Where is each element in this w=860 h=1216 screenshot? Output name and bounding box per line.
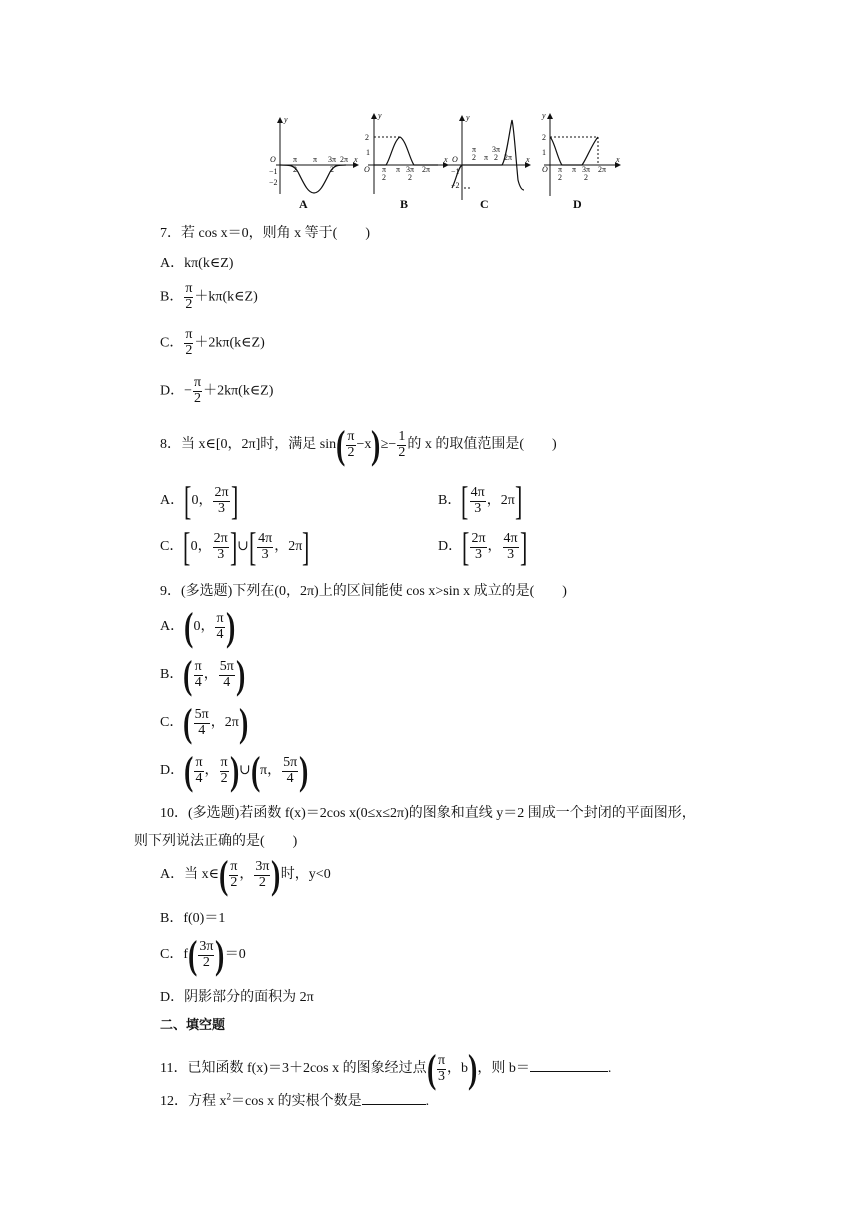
- graph-a-m1: −1: [269, 167, 278, 176]
- graph-a-x-label: x: [354, 155, 358, 164]
- q8-option-d: D．[ $\frac{2\pi}{3}$ ， $\frac{4\pi}{3}$ ]: [438, 524, 527, 569]
- q11-answer-blank[interactable]: [530, 1059, 608, 1072]
- graph-d-pi: π: [572, 165, 577, 174]
- q10-stem-line1: 10．(多选题)若函数 f(x)＝2cos x(0≤x≤2π)的图象和直线 y＝2 围成一个封闭的平面图形，: [160, 806, 696, 821]
- graph-a-y-label: y: [284, 115, 288, 124]
- graph-c-3pi2-den: 2: [494, 153, 498, 162]
- graph-c-m1: −1: [451, 167, 460, 176]
- q10-option-a: A．当 x∈( $\frac{\pi}{2}$ ， $\frac{3\pi}{2}$ )时，y<0: [160, 852, 331, 897]
- graph-label-c: C: [480, 197, 489, 211]
- q7-option-b: B． $\frac{\pi}{2}$ ＋kπ(k∈Z): [160, 281, 258, 312]
- graph-a-3pi2-den: 2: [330, 165, 334, 174]
- graph-b-one: 1: [366, 148, 370, 157]
- graph-b-pi: π: [396, 165, 401, 174]
- graph-label-b: B: [400, 197, 409, 211]
- graph-b-y-label: y: [378, 111, 382, 120]
- q8-option-b: B．[ $\frac{4\pi}{3}$ ，2π]: [438, 478, 523, 523]
- graph-b: [368, 114, 448, 194]
- graph-c-y-label: y: [466, 113, 470, 122]
- graph-b-2pi: 2π: [422, 165, 431, 174]
- q8-option-a: A．[0， $\frac{2\pi}{3}$ ]: [160, 478, 238, 523]
- q7-option-a: A．kπ(k∈Z): [160, 256, 234, 271]
- graph-d-pi2: π: [558, 165, 563, 174]
- q9-option-a: A．(0， $\frac{\pi}{4}$ ): [160, 604, 235, 649]
- graph-a-origin: O: [270, 155, 276, 164]
- graph-a-3pi2: 3π: [328, 155, 337, 164]
- graph-d-2pi: 2π: [598, 165, 607, 174]
- graph-d-one: 1: [542, 148, 546, 157]
- graph-b-3pi2: 3π: [406, 165, 415, 174]
- graph-label-a: A: [299, 197, 308, 211]
- q8-stem: 8．当 x∈[0，2π]时，满足 sin( $\frac{\pi}{2}$ −x)≥− $\frac{1}{2}$ 的 x 的取值范围是( ): [160, 422, 557, 467]
- graph-c-m2: −2: [451, 181, 460, 190]
- graph-d-x-label: x: [616, 155, 620, 164]
- q10-option-b: B．f(0)＝1: [160, 911, 226, 926]
- graph-d-two: 2: [542, 133, 546, 142]
- q9-option-b: B．( $\frac{\pi}{4}$ ， $\frac{5\pi}{4}$ ): [160, 652, 246, 697]
- q9-option-c: C．( $\frac{5\pi}{4}$ ，2π): [160, 700, 249, 745]
- graph-label-d: D: [573, 197, 582, 211]
- q10-option-d: D．阴影部分的面积为 2π: [160, 990, 314, 1005]
- graph-b-two: 2: [365, 133, 369, 142]
- graph-d-y-label: y: [542, 111, 546, 120]
- graph-a-m2: −2: [269, 178, 278, 187]
- q9-stem: 9．(多选题)下列在(0，2π)上的区间能使 cos x>sin x 成立的是( ): [160, 584, 567, 599]
- graph-b-pi2: π: [382, 165, 387, 174]
- graph-d-origin: O: [542, 165, 548, 174]
- q12-stem: 12．方程 $x^2=\cos$ x 的实根个数是 .: [160, 1091, 430, 1109]
- graph-a-2pi: 2π: [340, 155, 349, 164]
- q9-option-d: D．( $\frac{\pi}{4}$ ， $\frac{\pi}{2}$ )∪(π， $\frac{5\pi}{4}$ ): [160, 748, 309, 793]
- q7-stem: 7．若 cos x＝0，则角 x 等于( ): [160, 226, 370, 241]
- graph-a-pi: π: [313, 155, 318, 164]
- graph-c: [448, 116, 530, 200]
- graph-c-pi2-den: 2: [472, 153, 476, 162]
- q12-answer-blank[interactable]: [362, 1092, 426, 1105]
- graph-c-pi2: π: [472, 145, 477, 154]
- q10-stem-line2: 则下列说法正确的是( ): [134, 834, 298, 849]
- graph-d-3pi2: 3π: [582, 165, 591, 174]
- graph-a-pi2: π: [293, 155, 298, 164]
- q7-option-c: C． $\frac{\pi}{2}$ ＋2kπ(k∈Z): [160, 327, 265, 358]
- graph-d-3pi2-den: 2: [584, 173, 588, 182]
- graph-c-pi: π: [484, 153, 489, 162]
- q10-option-c: C．f( $\frac{3\pi}{2}$ )＝0: [160, 932, 246, 977]
- section-fill-in-heading: 二、填空题: [160, 1018, 226, 1033]
- graph-a-pi2-den: 2: [293, 165, 297, 174]
- graph-c-2pi: 2π: [504, 153, 513, 162]
- q8-option-c: C．[0， $\frac{2\pi}{3}$ ]∪[ $\frac{4\pi}{3}$ ，2π]: [160, 524, 310, 569]
- q7-option-d: D．− $\frac{\pi}{2}$ ＋2kπ(k∈Z): [160, 375, 274, 406]
- graph-b-pi2-den: 2: [382, 173, 386, 182]
- graph-b-x-label: x: [444, 155, 448, 164]
- graph-c-3pi2: 3π: [492, 145, 501, 154]
- q11-stem: 11．已知函数 f(x)＝3＋2cos x 的图象经过点( $\frac{\pi}{3}$ ，b)，则 b＝ .: [160, 1046, 612, 1091]
- graph-d: [544, 114, 620, 196]
- graph-c-x-label: x: [526, 155, 530, 164]
- graph-b-origin: O: [364, 165, 370, 174]
- graph-d-pi2-den: 2: [558, 173, 562, 182]
- graph-c-origin: O: [452, 155, 458, 164]
- graph-b-3pi2-den: 2: [408, 173, 412, 182]
